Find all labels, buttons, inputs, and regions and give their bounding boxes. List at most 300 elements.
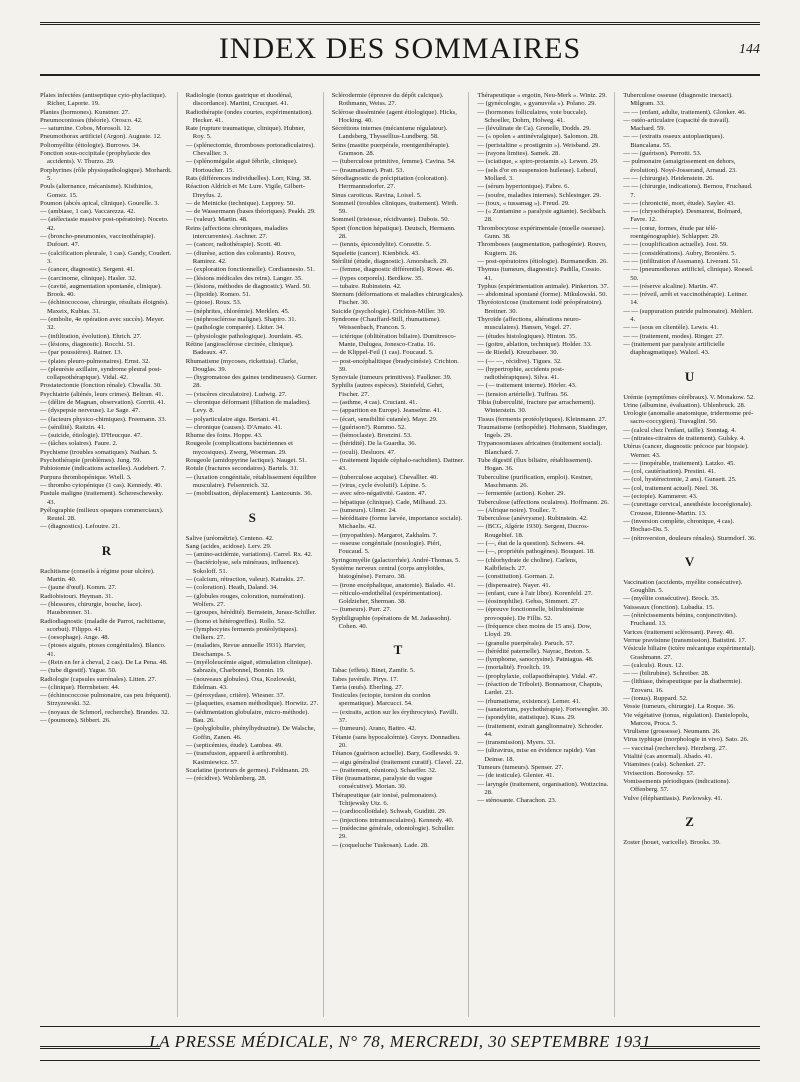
index-entry: — (carcinome, clinique). Hasler. 32. bbox=[40, 274, 137, 282]
index-entry: Pyélographie (milieux opaques commerciaux). Reutel. 28. bbox=[40, 506, 164, 523]
index-entry: — (tonus). Ruppard. 52. bbox=[623, 695, 688, 702]
index-entry: — (lymphocytes ferments protéolytiques). Oelkers. 27. bbox=[185, 625, 298, 642]
index-entry: — (Afrique noire). Toullec. 7. bbox=[477, 506, 557, 514]
index-entry: Syndrome (Chauffard-Still, rhumatisme). Weissenbach, Francon. 5. bbox=[331, 316, 441, 332]
page-footer bbox=[40, 1032, 760, 1062]
page-header bbox=[40, 30, 760, 70]
index-entry: — (cardiocolloïdale). Schwab, Guiditti. 29. bbox=[331, 808, 447, 816]
index-entry: — (lésions médicales des reins). Langer. 35. bbox=[185, 274, 303, 282]
index-entry: — — (cœur, formes, étude par télé-roentgénographie). Schlapper. 29. bbox=[623, 224, 720, 241]
index-entry: — (atélectasie massive post-opératoire). Noceto. 42. bbox=[40, 216, 169, 232]
index-entry: — (myélite consécutive). Brock. 35. bbox=[623, 595, 720, 603]
index-entry: Urologie (anomalie anatomique, tridermome pré-sacro-coccygien). Travaglini. 50. bbox=[623, 410, 754, 426]
section-letter: R bbox=[101, 542, 112, 558]
index-entry: Plantes (hormones). Kunstner. 27. bbox=[40, 108, 130, 116]
index-entry: — laryngée (traitement, organisation). Wottzcina. 28. bbox=[477, 780, 609, 796]
index-entry: — (valeur). Martin. 48. bbox=[185, 216, 248, 224]
index-entry: — (femme, diagnostic différentiel). Rowe. 46. bbox=[331, 266, 454, 274]
index-entry: Psychisme (troubles somatiques). Nathan. 5. bbox=[40, 448, 158, 456]
section-letter: V bbox=[684, 553, 695, 569]
index-entry: — (rhumatisme, existence). Lemer. 41. bbox=[477, 697, 581, 705]
index-entry: — — (réserve alcaline). Martin. 47. bbox=[623, 282, 719, 290]
index-entry: — (hypertrophie, accidents post-radiothérapiques). Silva. 41. bbox=[477, 365, 565, 382]
index-entry: — vaccinal (recherches). Herzberg. 27. bbox=[623, 744, 727, 752]
index-entry: — ictérique (oblitération biliaire). Dumitresco-Mante, Dulugea, Jonesco-Cratia. 16. bbox=[331, 332, 456, 348]
index-entry: Pubiotomie (indications actuelles). Audebert. 7. bbox=[40, 465, 166, 473]
index-entry: — (lipoïde). Romeo. 51. bbox=[185, 291, 251, 299]
index-entry: — (dyspepsie nerveuse). Le Sage. 47. bbox=[40, 407, 140, 415]
index-entry: — (virus, cycle évolutif). Lépine. 5. bbox=[331, 481, 427, 489]
index-entry: — (ambiase, 1 cas). Vaccarezza. 42. bbox=[40, 208, 136, 216]
footer-ornament-right bbox=[640, 1046, 760, 1049]
index-entry: — (diurèse, action des colorants). Rouvo, Ramirez. 42. bbox=[185, 249, 296, 265]
index-entry: — (traitement, réunions). Schaeffer. 32. bbox=[331, 766, 437, 774]
index-entry: — tubaire. Rubinstein. 42. bbox=[331, 282, 402, 290]
index-entry: — (BCG, Algérie 1930). Sergent, Ducros-Rougebief. 18. bbox=[477, 523, 589, 539]
index-entry: Sommeil (troubles cliniques, traitement). Wirth. 59. bbox=[331, 199, 459, 216]
index-entry: — (soufre, maladies internes). Schlesinger. 29. bbox=[477, 191, 601, 199]
index-entry: — (sérum hypertonique). Fabre. 6. bbox=[477, 183, 570, 191]
index-entry: Thyréotoxicose (traitement iodé préopératoire). Breitner. 30. bbox=[477, 299, 603, 315]
index-entry: — (apparition en Europe). Jeanselme. 41. bbox=[331, 407, 442, 415]
index-entry: — — (bilirubine). Schreiber. 28. bbox=[623, 670, 710, 678]
index-entry: Rats (différences individuelles). Lorr, King. 38. bbox=[185, 174, 312, 182]
index-entry: — (luxation congénitale, rétablissement équilibre musculaire). Felsenreich. 32. bbox=[185, 473, 317, 489]
index-entry: — — (couplification actuelle). Jost. 59. bbox=[623, 241, 728, 249]
index-entry: Pouls (alternance, mécanisme). Kisthinios, Gomez. 15. bbox=[40, 183, 153, 199]
index-entry: Radiologie (capsules surrénales). Litten. 27. bbox=[40, 675, 157, 683]
index-entry: — (Rein en fer à cheval, 2 cas). De La Pena. 48. bbox=[40, 659, 168, 666]
index-entry: Utérus (cancer, diagnostic précoce par biopsie). Werner. 43. bbox=[623, 443, 749, 459]
index-entry: Réaction Aldrich et Mc Lure. Vigile, Gilbert-Dreyfus. 2. bbox=[185, 183, 306, 199]
index-entry: Thymus (tumeurs, diagnostic). Padilla, Cossio. 41. bbox=[477, 266, 602, 282]
index-entry: Vie végétative (tonus, régulation). Danielopolu, Marcou, Proca. 5. bbox=[623, 711, 749, 727]
index-entry: — (calcul chez l'enfant, taille). Sonntag. 4. bbox=[623, 426, 737, 434]
index-entry: Radiologie (tonus gastrique et duodénal, discordance). Martini, Crucquet. 41. bbox=[185, 92, 293, 108]
index-entry: — — (sous en clientèle). Lewis. 41. bbox=[623, 324, 719, 332]
index-entry: Vaisseaux (fonction). Lubadia. 15. bbox=[623, 603, 715, 611]
index-entry: — (néphrosclérose maligne). Shapiro. 31. bbox=[185, 316, 297, 324]
index-entry: Squelette (cancer). Kienböck. 43. bbox=[331, 249, 420, 257]
index-entry: — (rétroversion, douleurs rénales). Sturmdorf. 36. bbox=[623, 534, 756, 542]
index-entry: Thromboses (augmentation, pathogénie). Rouvo, Kugtern. 26. bbox=[477, 241, 607, 257]
page-number: 144 bbox=[739, 42, 760, 57]
index-entry: — (myopathies). Margarot, Zakhalm. 7. bbox=[331, 531, 438, 539]
index-entry: — — (inopérable, traitement). Latzko. 45. bbox=[623, 459, 736, 467]
section-letter: T bbox=[393, 642, 403, 658]
index-entry: — (tube digestif). Yague. 50. bbox=[40, 667, 117, 675]
index-entry: — (clinique). Herrnheiser. 44. bbox=[40, 683, 120, 691]
index-entry: Tabes juvénile. Pirys. 17. bbox=[331, 675, 399, 683]
index-entry: — (« Zuntamine » paralysie agitante). Seckbach. 28. bbox=[477, 208, 607, 224]
index-entry: — (traitement par paralysie artificielle diaphragmatique). Walzel. 43. bbox=[623, 340, 725, 357]
index-entry: — — (chrysothérapie). Desmarest, Bolmard, Favre. 12. bbox=[623, 208, 743, 224]
index-entry: — (tumeurs). Purr. 27. bbox=[331, 606, 392, 614]
index-entry: — (« opolen » antinévralgique). Salomon. 28. bbox=[477, 133, 599, 141]
index-entry: — (hygromatose des gaines tendineuses). Gurner. 28. bbox=[185, 374, 318, 390]
index-entry: — aigu généralisé (traitement curatif). Clavel. 22. bbox=[331, 758, 464, 766]
index-entry: Thyroïde (affections, altérations neuro-musculaires). Hansen, Vogel. 27. bbox=[477, 316, 581, 332]
index-entry: — de Riedel). Kreuzbauer. 30. bbox=[477, 349, 559, 357]
index-entry: — (rétrécissements bénins, conjonctivites). Fruchaud. 13. bbox=[623, 612, 738, 628]
index-entry: — (coqueluche Tuskosan). Lade. 28. bbox=[331, 841, 429, 849]
index-entry: — (éosinophilie). Gehss, Simmert. 27. bbox=[477, 598, 580, 606]
index-entry: Sternum (déformations et maladies chirurgicales). Fischer. 30. bbox=[331, 291, 464, 307]
index-entry: Virus typhique (morphologie in vivo). Sato. 26. bbox=[623, 736, 749, 744]
index-entry: — (de testicule). Glenier. 41. bbox=[477, 772, 555, 780]
index-entry: — (embolie, 4e opération avec succès). Meyer. 32. bbox=[40, 316, 165, 332]
index-entry: — (maladies, Revue annuelle 1931). Harvier, Deschamps. 5. bbox=[185, 642, 306, 658]
index-entry: — réticulo-endothélial (expérimentation). Goldzieher, Sherman. 38. bbox=[331, 589, 442, 606]
index-entry: Syphiligraphie (opérations de M. Jadassohn). Cohen. 40. bbox=[331, 614, 451, 630]
index-entry: Traumatisme (orthopédie). Hohmann, Staidinger, Ingels. 29. bbox=[477, 423, 608, 440]
index-entry: — osseuse congénitale (nosologie). Piéri, Foucaud. 5. bbox=[331, 540, 442, 556]
index-entry: Syringomyélie (galactorrhée). André-Thomas. 5. bbox=[331, 556, 461, 564]
index-entry: Rachitisme (conseils à régime pour ulcère). Martin. 40. bbox=[40, 567, 155, 584]
index-entry: Poliomyélite (étiologie). Burrows. 34. bbox=[40, 141, 141, 149]
index-entry: — — (suppuration putride pulmonaire). Mehlert. 4. bbox=[623, 307, 754, 324]
footer-text: LA PRESSE MÉDICALE, N° 78, MERCREDI, 30 SEPTEMBRE 1931 bbox=[149, 1032, 651, 1051]
index-entry: — ostéo-articulaire (capacité de travail). Machard. 59. bbox=[623, 116, 730, 133]
page-title: INDEX DES SOMMAIRES bbox=[218, 32, 582, 65]
index-entry: — (médecine générale, odontologie). Schuller. 29. bbox=[331, 824, 455, 841]
index-entry: Vivisection. Borowsky. 57. bbox=[623, 769, 695, 777]
index-entry: — (rayons limites). Samek. 28. bbox=[477, 150, 560, 158]
index-entry: — (lésions, méthodes de diagnostic). Ward. 50. bbox=[185, 282, 311, 290]
index-entry: Thérapeutique (air ionisé, pulmonaires). Tchijewsky Utz. 6. bbox=[331, 791, 438, 808]
index-entry: — (lésions, diagnostic). Rocchi. 51. bbox=[40, 340, 135, 348]
footer-bottom-rule bbox=[40, 1060, 760, 1061]
index-entry: — (tuberculose primitive, femme). Cavina. 54. bbox=[331, 158, 456, 166]
index-entry: — post-opératoires (étiologie). Burmanedkin. 26. bbox=[477, 257, 608, 265]
index-entry: Sérodiagnostic de précipitation (coloration). Herrmannsdorfer. 27. bbox=[331, 174, 449, 191]
index-entry: Rétine (angiosclérose circinée, clinique). Badeaux. 47. bbox=[185, 340, 294, 357]
index-entry: Zoster (houet, varicelle). Brooks. 39. bbox=[623, 838, 721, 846]
index-entry: Plaies infectées (antiseptique cyto-phylactique). Richer, Laporte. 19. bbox=[40, 92, 167, 108]
index-entry: Seins (mastite puerpérale, roentgenthérapie). Gramson. 28. bbox=[331, 141, 450, 158]
index-entry: — hépatique (clinique). Cade, Milhaud. 23. bbox=[331, 498, 447, 506]
index-entry: — (granulie puerpérale). Paruch. 57. bbox=[477, 639, 575, 647]
index-entry: — chronique (causes). D'Amato. 41. bbox=[185, 423, 283, 431]
top-rule-inner bbox=[40, 24, 760, 25]
header-bottom-rule bbox=[40, 74, 760, 76]
index-entry: Rate (rupture traumatique, clinique). Hubner, Roy. 5. bbox=[185, 125, 306, 141]
index-entry: Tétanie (sans hypocalcémie). Greyx. Donnadieu. 20. bbox=[331, 733, 461, 749]
index-entry: — (calcium, rétraction, valeur). Katrakis. 27. bbox=[185, 576, 305, 584]
index-entry: Sommeil (tristesse, récidivante). Dubois. 50. bbox=[331, 216, 450, 224]
index-entry: — (peristaltine « prostigmin »). Weisband. 29. bbox=[477, 141, 600, 149]
index-entry: — (injections intramusculaires). Kennedy. 40. bbox=[331, 816, 454, 824]
index-entry: — (mortalité). Froelich. 19. bbox=[477, 664, 551, 672]
index-entry: — (tension artérielle). Tuffrau. 56. bbox=[477, 390, 569, 398]
index-entry: Pneumoconioses (théorie). Orosco. 42. bbox=[40, 116, 143, 124]
index-entry: — (dispensaire). Nayer. 41. bbox=[477, 581, 551, 589]
index-entry: — (tennis, épicondylite). Conzette. 5. bbox=[331, 241, 431, 249]
index-entry: Tuberculose (anévrysme). Rubinstein. 42. bbox=[477, 515, 588, 523]
index-entry: — (—, état de la question). Schwers. 44. bbox=[477, 540, 585, 548]
index-entry: — (prophylaxie, collapsothérapie). Vidal. 47. bbox=[477, 672, 597, 680]
index-entry: — — (traitement, modes). Ringer. 27. bbox=[623, 332, 724, 340]
index-entry: — saturnine. Cobos, Morosoli. 12. bbox=[40, 125, 132, 133]
index-entry: Rhume des foins. Hoppe. 43. bbox=[185, 432, 263, 440]
index-entry: — sténosante. Charachon. 23. bbox=[477, 797, 557, 805]
index-entry: — (toux, « tussamag »). Freud. 29. bbox=[477, 199, 570, 207]
index-entry: — (diagnostics). Lefoutre. 21. bbox=[40, 523, 120, 531]
index-entry: — héréditaire (forme larvée, importance sociale). Michaelis. 42. bbox=[331, 515, 463, 531]
index-entry: — (calcification pleurale, 1 cas). Gandy, Coudert. 3. bbox=[40, 249, 172, 265]
index-entry: — (myéloleucémie aiguë, stimulation clinique). Sabrazès, Charbonnel, Bonnin. 19. bbox=[185, 659, 313, 675]
index-entry: Sport (fonction hépatique). Deutsch, Hermann. 28. bbox=[331, 224, 456, 241]
index-entry: — (asthme, 4 cas). Cruciani. 41. bbox=[331, 398, 418, 406]
index-column-3 bbox=[332, 92, 470, 1017]
index-entry: Sinus caroticus. Ravina, Loisel. 5. bbox=[331, 191, 422, 199]
index-entry: — (oesophage). Ange. 48. bbox=[40, 634, 110, 642]
index-entry: Pneumothorax artificiel (Argon). Auguste. 12. bbox=[40, 133, 162, 141]
footer-top-rule bbox=[40, 1026, 760, 1027]
index-entry: Prostatectomie (fonction rénale). Chwalla. 30. bbox=[40, 382, 162, 390]
index-entry: — (inversion complète, chronique, 4 cas). Hochao-Du. 5. bbox=[623, 517, 735, 534]
index-entry: Purpura thrombopénique. Wiell. 3. bbox=[40, 473, 132, 481]
index-entry: Tissus (ferments protéolytiques). Kleinmann. 27. bbox=[477, 415, 607, 423]
index-entry: — (nouveaux globules). Oxa, Kozlowski, Edelman. 43. bbox=[185, 675, 296, 691]
index-entry: — (poumons). Sibbert. 26. bbox=[40, 717, 111, 725]
index-entry: Tétanos (guérison actuelle). Bary, Godlewski. 9. bbox=[331, 750, 460, 758]
index-entry: — (mobilisation, déplacement). Lantzounis. 36. bbox=[185, 490, 313, 498]
index-entry: Suicide (psychologie). Crichton-Miller. 39. bbox=[331, 307, 446, 315]
index-entry: — — (considérations). Aubry, Bronière. 5. bbox=[623, 249, 737, 257]
index-entry: — (lévulinate de Ca). Grenelle, Dodds. 29. bbox=[477, 125, 591, 133]
index-entry: — (col, traitement actuel). Neel. 36. bbox=[623, 484, 719, 492]
index-entry: — (péroxydase, critère). Wiesner. 37. bbox=[185, 692, 285, 700]
index-entry: — (sciatique, « spiro-protamin »). Lewen. 29. bbox=[477, 158, 599, 166]
index-entry: — (lithiase, thérapeutique par la diathermie). Tzovaru. 16. bbox=[623, 678, 743, 694]
index-entry: — (pleurésie axillaire, syndrome pleural post-collapsothérapique). Vidal. 42. bbox=[40, 365, 162, 382]
footer-ornament-left bbox=[40, 1046, 160, 1049]
index-entry: — (ultravirus, mise en évidence rapide). Van Deinse. 18. bbox=[477, 747, 596, 763]
index-entry: — (tuberculose acquise). Chevallier. 40. bbox=[331, 473, 438, 481]
index-entry: — (ectopie). Kammerer. 43. bbox=[623, 493, 698, 501]
section-letter: Z bbox=[685, 813, 694, 829]
index-column-2 bbox=[186, 92, 324, 1017]
index-entry: Tabac (effets). Binet, Zamfir. 5. bbox=[331, 667, 415, 675]
section-letter: S bbox=[248, 509, 256, 525]
index-entry: Tube digestif (flux biliaire, rétablissement). Hogan. 36. bbox=[477, 457, 593, 473]
index-entry: Syphilis (autres espèces). Steinfeld, Gehrt, Fischer. 27. bbox=[331, 382, 444, 398]
index-entry: — (suicide, étiologie). D'Heucque. 47. bbox=[40, 432, 142, 440]
index-columns bbox=[40, 92, 760, 1017]
index-entry: — (splénomégalie aiguë fébrile, clinique). Hortoucher. 15. bbox=[185, 158, 298, 174]
index-entry: — (transmission). Myers. 33. bbox=[477, 739, 556, 747]
index-entry: — (plaquettes, examen méthodique). Horwitz. 27. bbox=[185, 700, 319, 708]
index-entry: — — (chirurgie). Heidenstein. 26. bbox=[623, 174, 715, 182]
index-entry: Scarlatine (porteurs de germes). Feldmann. 29. bbox=[185, 766, 310, 774]
index-entry: — (viscères circulatoire). Ludwig. 27. bbox=[185, 390, 287, 398]
index-entry: — (écart, sensibilité cutanée). Mayr. 29. bbox=[331, 415, 438, 423]
index-entry: — — (extraits osseux autoplastiques). Biancalana. 55. bbox=[623, 133, 725, 149]
index-entry: — (septicémies, étude). Lambea. 49. bbox=[185, 741, 283, 749]
index-entry: Rhumatisme (mycoses, rickettsia). Clarke, Douglas. 39. bbox=[185, 357, 298, 373]
index-entry: — (blessures, chirurgie, bouche, face). Hausbrenner. 31. bbox=[40, 600, 143, 617]
index-entry: Synoviale (tumeurs primitives). Faulkner. 39. bbox=[331, 374, 452, 382]
index-entry: — de Klippel-Feil (1 cas). Foucaud. 5. bbox=[331, 349, 434, 357]
index-entry: — (noyaux de Schmorl, recherche). Brandes. 32. bbox=[40, 708, 170, 716]
index-entry: Porphyrines (rôle physiopathologique). Morhardt. 5. bbox=[40, 166, 172, 182]
index-entry: — (physiologie pathologique). Jourdain. 45. bbox=[185, 332, 303, 340]
index-entry: — fermentée (action). Koher. 29. bbox=[477, 490, 566, 498]
index-entry: Trypanosomiases africaines (traitement social). Blanchard. 7. bbox=[477, 440, 603, 456]
index-entry: — chronique déformant (filiation de maladies). Levy. 8. bbox=[185, 398, 311, 415]
index-entry: Vomissements périodiques (indications). Offenberg. 57. bbox=[623, 777, 731, 794]
index-entry: Psychiatrie (aliénés, leurs crimes). Beltran. 41. bbox=[40, 390, 164, 398]
index-entry: Tête (traumatisme, paralysie du vague consécutive). Morian. 30. bbox=[331, 775, 433, 791]
index-entry: Typhus (expérimentation animale). Pinkerton. 37. bbox=[477, 282, 609, 290]
index-entry: — (récidive). Wohlenberg. 28. bbox=[185, 775, 267, 783]
index-entry: — (coloration). Heath, Daland. 34. bbox=[185, 584, 279, 592]
index-entry: — (par poussières). Rainer. 13. bbox=[40, 349, 123, 357]
index-entry: — (échinococcose, chirurgie, résultats éloignés). Maxeix, Kubias. 31. bbox=[40, 299, 169, 315]
index-entry: — (lymphome, sanocrysine). Patniagua. 48. bbox=[477, 656, 594, 664]
index-entry: — — (guérison). Perrotti. 53. bbox=[623, 150, 702, 158]
index-entry: — — (pneumothorax artificiel, clinique). Roesel. 50. bbox=[623, 266, 754, 282]
index-entry: — (goitre, ablation, technique). Holder. 33. bbox=[477, 340, 592, 348]
index-entry: — (études histologiques). Hinton. 35. bbox=[477, 332, 577, 340]
index-entry: — (calculs). Roux. 12. bbox=[623, 661, 684, 669]
index-entry: — (curettage cervical, anesthésie locorégionale). Crousse, Etienne-Martin. 13. bbox=[623, 501, 753, 517]
index-entry: — (délire de Magnan, observation). Gorriti. 41. bbox=[40, 398, 166, 406]
index-column-5 bbox=[623, 92, 760, 1017]
index-entry: Radiobistouri. Heyman. 31. bbox=[40, 592, 114, 600]
index-entry: — — (réveil, arrêt et vaccinothérapie). Leitner. 14. bbox=[623, 291, 748, 307]
index-entry: Vésicule biliaire (ictère mécanique expérimental). Grashmann. 27. bbox=[623, 645, 756, 661]
index-entry: Testicules (ectopie, torsion du cordon spermatique). Marcucci. 54. bbox=[331, 692, 431, 708]
index-entry: — (— —, récidive). Tigues. 32. bbox=[477, 357, 562, 365]
index-entry: Rotule (fractures secondaires). Bartels. 31. bbox=[185, 465, 299, 473]
index-entry: — (transfusion, appareil à arthrombit). Kasimiewicz. 57. bbox=[185, 750, 288, 766]
index-entry: — polyarticulaire aigu. Bertani. 41. bbox=[185, 415, 280, 423]
index-entry: — (épreuve fonctionnelle, bilirubinémie provoquée). De Fillis. 52. bbox=[477, 606, 584, 622]
index-entry: Vessie (tumeurs, chirurgie). La Roque. 36. bbox=[623, 703, 735, 711]
index-entry: — (plaies pleuro-pulmonaires). Ernst. 32. bbox=[40, 357, 151, 365]
index-entry: — — (enfant, adulte, traitement). Glonker. 46. bbox=[623, 108, 747, 116]
index-entry: Sécrétions internes (mécanisme régulateur). Landsberg, Thyssellius-Lundberg. 58. bbox=[331, 125, 448, 141]
index-entry: Rougeole (complications bactériennes et mycosiques). Zwerg, Woerman. 29. bbox=[185, 440, 293, 456]
index-entry: — (—, propriétés pathogènes). Bouquet. 18. bbox=[477, 548, 595, 556]
index-entry: — (guérison?). Rummo. 52. bbox=[331, 423, 406, 431]
index-entry: Vitamines (cals). Schenket. 27. bbox=[623, 761, 706, 769]
index-entry: Urine (albumine, évaluation). Uhlenbruck. 28. bbox=[623, 401, 746, 409]
index-entry: Tuberculose osseuse (diagnostic inexact). Milgram. 33. bbox=[623, 92, 733, 108]
index-entry: Virulisme (grossesse). Neumann. 26. bbox=[623, 728, 721, 736]
index-entry: — (trone encéphalique, anatomie). Balado. 41. bbox=[331, 581, 456, 589]
index-entry: — (amino-acidémie, variations). Carrel. Rx. 42. bbox=[185, 551, 313, 559]
index-entry: — (gynécologie, « gyanuvola »). Polano. 29. bbox=[477, 100, 597, 108]
index-entry: Urémie (symptômes cérébraux). V. Monakow. 52. bbox=[623, 393, 755, 401]
index-entry: — (groupes, hérédité). Bernstein, Jurasz-Schiller. bbox=[185, 609, 317, 617]
index-entry: — (extraits, action sur les érythrocytes). Favilli. 37. bbox=[331, 708, 459, 725]
index-entry: — (sénilité). Raitzin. 41. bbox=[40, 423, 106, 431]
index-entry: — (jaune d'œuf). Komm. 27. bbox=[40, 584, 117, 592]
index-entry: Sclérodermie (épreuve du dépôt calcique). Rothmann, Weiss. 27. bbox=[331, 92, 444, 108]
index-entry: Fonction sous-occipitale (prophylaxie des accidents). V. Thurzo. 29. bbox=[40, 150, 151, 166]
index-entry: — (splénectomie, thromboses portoradiculaires). Chevallier. 3. bbox=[185, 141, 315, 158]
index-entry: — (échinococcose pulmonaire, cas peu fréquent). Strzyzewski. 32. bbox=[40, 692, 171, 708]
index-entry: — (hémoclasie). Bronzini. 53. bbox=[331, 432, 412, 440]
index-entry: — (hérédité paternelle). Nayrac, Breton. 5. bbox=[477, 647, 591, 655]
index-entry: Varices (traitement sclérosant). Pavey. 40. bbox=[623, 628, 734, 636]
index-entry: Sang (acides, acidose). Lerv. 29. bbox=[185, 542, 272, 550]
index-entry: — de Wassermann (bases théoriques). Peakh. 29. bbox=[185, 208, 316, 216]
index-entry: — (constitution). Gorman. 2. bbox=[477, 573, 555, 581]
index-entry: — (— traitement interne). Hörler. 43. bbox=[477, 382, 577, 390]
index-entry: Radiodiagnostic (maladie de Parrot, rachitisme, scorbut). Filippo. 41. bbox=[40, 617, 166, 633]
index-entry: — pulmonaire (amaigrissement en dehors, évolution). Noyé-Josserand, Arnaud. 23. bbox=[623, 158, 737, 174]
index-entry: — (facteurs physico-chimiques). Freemann. 33. bbox=[40, 415, 167, 423]
index-entry: — (ptoses aiguës, ptoses congénitales). Blanco. 41. bbox=[40, 642, 166, 658]
index-entry: Radiothérapie (ondes courtes, expérimentation). Hecker. 41. bbox=[185, 108, 313, 124]
index-entry: — (enfant, cure à l'air libre). Korenfeld. 27. bbox=[477, 589, 593, 597]
index-entry: — (polyglobulie, phénylhydrazine). De Walsche, Goffin, Zanen. 46. bbox=[185, 725, 316, 741]
index-entry: Stérilité (étude, diagnostic). Amorsbach. 29. bbox=[331, 257, 449, 265]
index-entry: Salive (uréométrie). Centeno. 42. bbox=[185, 534, 274, 542]
index-entry: — (types corporels). Berdkow. 35. bbox=[331, 274, 423, 282]
index-entry: Reins (affections chroniques, maladies intercurrentes). Aschner. 27. bbox=[185, 224, 288, 241]
index-entry: — (chlorhydrate de choline). Carlens, Kalbfleisch. 27. bbox=[477, 556, 578, 572]
index-entry: — (pathologie comparée). Lkiter. 34. bbox=[185, 324, 285, 332]
index-entry: — (col, cautérisation). Prestini. 41. bbox=[623, 468, 716, 476]
index-entry: — (traumatisme). Prati. 53. bbox=[331, 166, 405, 174]
index-entry: — (exploration fonctionnelle). Cordiannesio. 51. bbox=[185, 266, 315, 274]
index-entry: — (sels d'or en suspension huileuse). Lebeuf, Mollard. 3. bbox=[477, 166, 598, 182]
index-entry: — abdominal spontané (forme). Mikulowski. 50. bbox=[477, 291, 608, 299]
index-entry: — (infiltration, évolution). Ehrich. 27. bbox=[40, 332, 142, 340]
index-entry: — (traitement, extrait ganglionnaire). Schroder. 44. bbox=[477, 722, 604, 738]
index-entry: — — (chronicité, mort, étude). Sayler. 43. bbox=[623, 199, 736, 207]
index-entry: — (hormones folliculaires, voie buccale). Schoeller, Dohrn, Holweg. 41. bbox=[477, 108, 588, 124]
index-entry: Système nerveux central (corps amyloïdes, histogénèse). Ferraro. 38. bbox=[331, 564, 445, 581]
index-entry: Vitalité (cas anormal). Abado. 41. bbox=[623, 753, 713, 761]
index-entry: Rougeole (amidopyrine lactique). Nauget. 51. bbox=[185, 457, 307, 465]
index-entry: — (ptose). Roux. 53. bbox=[185, 299, 242, 307]
index-entry: — (fréquence chez moins de 15 ans). Dow, Lloyd. 29. bbox=[477, 623, 592, 639]
index-entry: — (traitement liquide céphalo-rachidien). Dattner. 43. bbox=[331, 457, 465, 473]
index-entry: — — (infiltration d'Assmann). Liverani. 51. bbox=[623, 257, 741, 265]
index-entry: — (cancer, radiothérapie). Scott. 40. bbox=[185, 241, 282, 249]
index-entry: Poumon (abcès apical, clinique). Gourelle. 3. bbox=[40, 199, 160, 207]
index-entry: — (col, hystérectomie, 2 ans). Gunsett. 25. bbox=[623, 476, 737, 484]
index-entry: — (tâches solaires). Faure. 2. bbox=[40, 440, 118, 448]
index-entry: Tuberculine (purification, emploi). Kestner, Maschmann. 26. bbox=[477, 473, 593, 489]
index-entry: Verrue pravisinne (transmission). Batistini. 17. bbox=[623, 636, 747, 644]
index-entry: — de Meinicke (technique). Lepprey. 50. bbox=[185, 199, 295, 207]
index-entry: — (oculi). Desluors. 47. bbox=[331, 448, 396, 456]
index-column-4 bbox=[477, 92, 615, 1017]
index-entry: Thérapeutique « ergotin, Neu-Merk ». Wintz. 29. bbox=[477, 92, 607, 99]
index-entry: — (réaction de Tribolet). Bonnamour, Chapuis, Lardet. 23. bbox=[477, 681, 603, 697]
index-entry: — (broncho-pneumonies, vaccinothérapie). Dufourt. 47. bbox=[40, 233, 155, 249]
index-entry: — (néphrites, chlorémie). Merklen. 45. bbox=[185, 307, 290, 315]
index-entry: — (sanatorium, psychothérapie). Fortwengler. 30. bbox=[477, 705, 610, 713]
index-entry: — (spondylite, statistique). Kuss. 29. bbox=[477, 714, 576, 722]
index-entry: Thrombocytose expérimentale (moelle osseuse). Gunn. 38. bbox=[477, 224, 606, 241]
index-entry: — (homo et hétérogreffes). Rollo. 52. bbox=[185, 617, 286, 625]
index-entry: Tuberculose (affections oculaires). Hoffmann. 26. bbox=[477, 498, 609, 506]
index-entry: — (bactériolyse, sels minéraux, influence). Sokoloff. 51. bbox=[185, 559, 300, 575]
index-column-1 bbox=[40, 92, 178, 1017]
index-entry: — (héridité). De la Guardia. 36. bbox=[331, 440, 417, 448]
index-entry: Tumeurs (tumeurs). Spenser. 27. bbox=[477, 764, 564, 772]
index-entry: Sclérose disséminée (agent étiologique). Hicks, Hocking. 40. bbox=[331, 108, 457, 124]
index-entry: — (sédimentation globulaire, micro-méthode). Bau. 26. bbox=[185, 708, 310, 725]
